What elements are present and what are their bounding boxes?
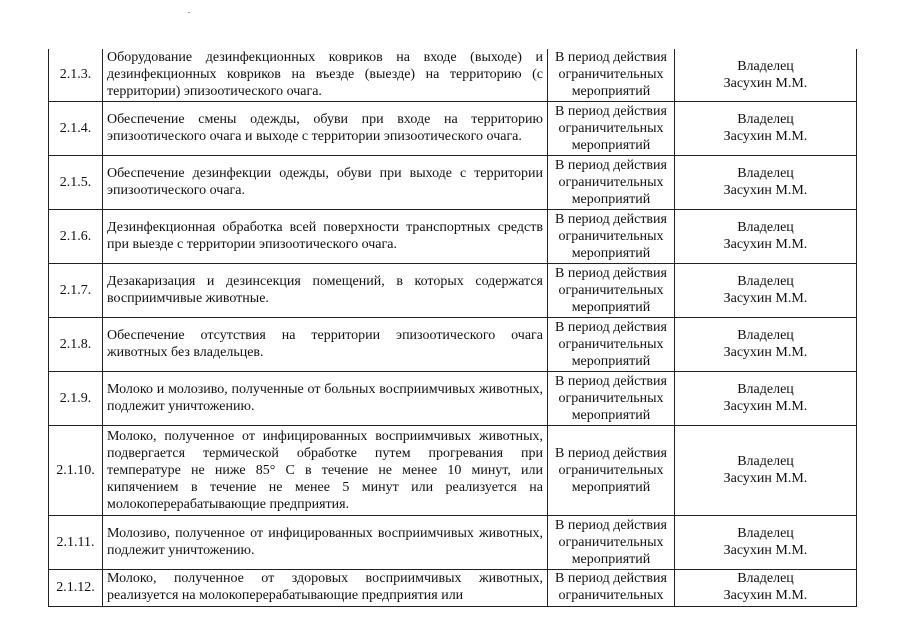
measure-description: Обеспечение отсутствия на территории эпизоотического очага животных без владельцев. (103, 317, 548, 371)
item-number: 2.1.11. (49, 515, 103, 569)
measures-table (48, 49, 857, 607)
responsible-cell (675, 101, 857, 155)
period-cell: В период действия ограничительных мероприятий (548, 263, 675, 317)
responsible-cell (675, 209, 857, 263)
responsible-role: Владелец (737, 220, 794, 235)
responsible-name: Засухин М.М. (723, 129, 808, 144)
measure-description: Дезакаризация и дезинсекция помещений, в которых содержатся восприимчивые животные. (103, 263, 548, 317)
responsible-role: Владелец (737, 570, 794, 586)
responsible-role: Владелец (737, 382, 794, 397)
responsible-role: Владелец (737, 58, 794, 74)
responsible-role: Владелец (737, 454, 794, 469)
item-number: 2.1.7. (49, 263, 103, 317)
period-cell: В период действия ограничительных мероприятий (548, 317, 675, 371)
measure-description: Молоко и молозиво, полученные от больных восприимчивых животных, подлежит уничтожению. (103, 371, 548, 425)
item-number: 2.1.8. (49, 317, 103, 371)
table-row (49, 101, 857, 155)
responsible-cell (675, 155, 857, 209)
table-row (49, 425, 857, 515)
measure-description: Обеспечение дезинфекции одежды, обуви при выходе с территории эпизоотического очага. (103, 155, 548, 209)
period-cell: В период действия ограничительных мероприятий (548, 209, 675, 263)
responsible-name: Засухин М.М. (723, 345, 808, 360)
responsible-name: Засухин М.М. (723, 587, 808, 603)
responsible-cell (675, 515, 857, 569)
measure-description: Молозиво, полученное от инфицированных восприимчивых животных, подлежит уничтожению. (103, 515, 548, 569)
responsible-name: Засухин М.М. (723, 291, 808, 306)
measure-description: Молоко, полученное от здоровых восприимчивых животных, реализуется на молокоперерабатывающие предприятия или (103, 569, 548, 606)
table-row (49, 155, 857, 209)
period-cell: В период действия ограничительных мероприятий (548, 101, 675, 155)
measure-description: Обеспечение смены одежды, обуви при входе на территорию эпизоотического очага и выходе с территории эпизоотического очага. (103, 101, 548, 155)
table-row (49, 317, 857, 371)
responsible-name: Засухин М.М. (723, 399, 808, 414)
responsible-cell (675, 569, 857, 606)
responsible-cell (675, 49, 857, 101)
period-cell: В период действия ограничительных (548, 569, 675, 606)
period-cell: В период действия ограничительных мероприятий (548, 371, 675, 425)
item-number: 2.1.5. (49, 155, 103, 209)
responsible-name: Засухин М.М. (723, 183, 808, 198)
responsible-role: Владелец (737, 166, 794, 181)
item-number: 2.1.12. (49, 569, 103, 606)
measure-description: Дезинфекционная обработка всей поверхности транспортных средств при выезде с территории эпизоотического очага. (103, 209, 548, 263)
item-number: 2.1.4. (49, 101, 103, 155)
responsible-name: Засухин М.М. (723, 543, 808, 558)
responsible-role: Владелец (737, 526, 794, 541)
period-cell: В период действия ограничительных мероприятий (548, 425, 675, 515)
table-row (49, 515, 857, 569)
responsible-cell (675, 371, 857, 425)
item-number: 2.1.10. (49, 425, 103, 515)
table-row (49, 49, 857, 101)
responsible-role: Владелец (737, 112, 794, 127)
period-cell: В период действия ограничительных мероприятий (548, 515, 675, 569)
table-row (49, 569, 857, 606)
measure-description: Молоко, полученное от инфицированных восприимчивых животных, подвергается термической обработке путем прогревания при температуре не ниже 85° С в течение не менее 10 минут, или кипячением в течение не менее 5 минут или реализуется на молокоперерабатывающие предприятия. (103, 425, 548, 515)
table-row (49, 371, 857, 425)
table-row (49, 209, 857, 263)
table-row (49, 263, 857, 317)
item-number: 2.1.3. (49, 49, 103, 101)
responsible-cell (675, 425, 857, 515)
responsible-name: Засухин М.М. (723, 471, 808, 486)
period-cell: В период действия ограничительных мероприятий (548, 155, 675, 209)
responsible-role: Владелец (737, 274, 794, 289)
responsible-cell (675, 263, 857, 317)
measure-description: Оборудование дезинфекционных ковриков на входе (выходе) и дезинфекционных ковриков на въезде (выезде) на территорию (с территории) эпизоотического очага. (103, 49, 548, 101)
responsible-cell (675, 317, 857, 371)
scan-mark (188, 12, 190, 13)
item-number: 2.1.9. (49, 371, 103, 425)
responsible-name: Засухин М.М. (723, 75, 808, 91)
period-cell: В период действия ограничительных мероприятий (548, 49, 675, 101)
item-number: 2.1.6. (49, 209, 103, 263)
responsible-name: Засухин М.М. (723, 237, 808, 252)
responsible-role: Владелец (737, 328, 794, 343)
